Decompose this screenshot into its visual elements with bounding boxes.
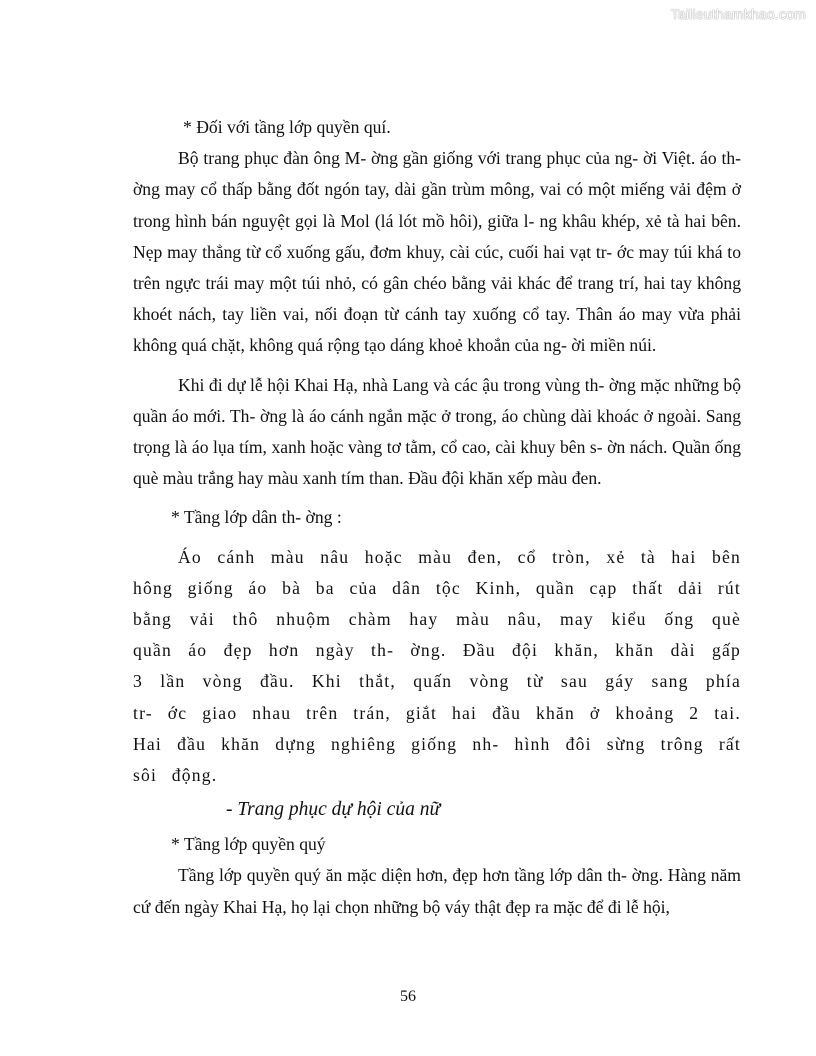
section-heading-women-costume: - Trang phục dự hội của nữ: [226, 799, 441, 821]
paragraph-common-costume: Áo cánh màu nâu hoặc màu đen, cổ tròn, xẻ tà hai bên hông giống áo bà ba của dân tộc Kinh, quần cạp thất dải rút bằng vải thô nhuộm chàm hay màu nâu, may kiểu ống què quần áo đẹp hơn ngày th- ờng. Đầu đội khăn, khăn dài gấp 3 lần vòng đầu. Khi thắt, quấn vòng từ sau gáy sang phía tr- ớc giao nhau trên trán, giắt hai đầu khăn ở khoảng 2 tai. Hai đầu khăn dựng nghiêng giống nh- hình đôi sừng trông rất sôi động.: [133, 546, 741, 786]
watermark: Tailieuthamkhao.com: [670, 6, 806, 22]
page-number: 56: [400, 988, 416, 1005]
document-body: [133, 112, 741, 923]
paragraph-festival-attire: Khi đi dự lễ hội Khai Hạ, nhà Lang và các ậu trong vùng th- ờng mặc những bộ quần áo mới. Th- ờng là áo cánh ngắn mặc ở trong, áo chùng dài khoác ở ngoài. Sang trọng là áo lụa tím, xanh hoặc vàng tơ tằm, cổ cao, cài khuy bên s- ờn nách. Quần ống què màu trắng hay màu xanh tím than. Đầu đội khăn xếp màu đen.: [133, 374, 741, 489]
paragraph-men-costume: Bộ trang phục đàn ông M- ờng gần giống với trang phục của ng- ời Việt. áo th- ờng may cổ thấp bằng đốt ngón tay, dài gần trùm mông, vai có một miếng vải đệm ở trong hình bán nguyệt gọi là Mol (lá lót mồ hôi), giữa l- ng khâu khép, xẻ tà hai bên. Nẹp may thẳng từ cổ xuống gấu, đơm khuy, cài cúc, cuối hai vạt tr- ớc may túi khá to trên ngực trái may một túi nhỏ, có gân chéo bằng vải khác để trang trí, hai tay không khoét nách, tay liền vai, nối đoạn từ cánh tay xuống cổ tay. Thân áo may vừa phải không quá chặt, không quá rộng tạo dáng khoẻ khoắn của ng- ời miền núi.: [133, 148, 741, 356]
subheading-common-class: * Tầng lớp dân th- ờng :: [171, 507, 342, 528]
subheading-noble-women: * Tầng lớp quyền quý: [171, 834, 326, 855]
paragraph-noble-women: Tầng lớp quyền quý ăn mặc diện hơn, đẹp hơn tầng lớp dân th- ờng. Hàng năm cứ đến ngày Khai Hạ, họ lại chọn những bộ váy thật đẹp ra mặc để đi lễ hội,: [133, 865, 741, 917]
subheading-noble-class: * Đối với tầng lớp quyền quí.: [183, 117, 391, 137]
